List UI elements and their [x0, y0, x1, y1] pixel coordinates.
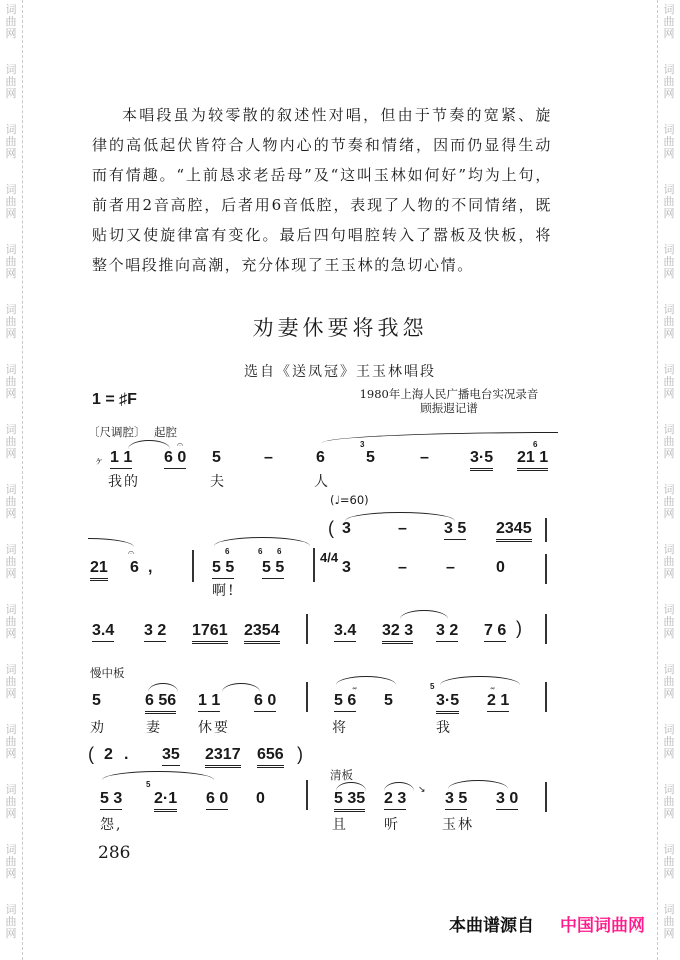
- note-group: 5 5: [262, 559, 284, 579]
- grace-note: 6: [277, 547, 282, 556]
- bar-line: [313, 548, 315, 582]
- watermark-text: 词 曲 网: [5, 243, 17, 280]
- bar-line: [545, 782, 547, 812]
- key-signature: 1 = ♯F: [92, 391, 137, 408]
- note-group: 21 1: [517, 449, 548, 471]
- watermark-text: 词 曲 网: [5, 903, 17, 940]
- note-dash: –: [264, 449, 273, 466]
- breath-mark: ヶ: [94, 456, 104, 467]
- bar-line: [545, 614, 547, 644]
- song-title: 劝妻休要将我怨: [252, 316, 428, 340]
- watermark-text: 词 曲 网: [5, 543, 17, 580]
- slur: [448, 780, 508, 789]
- breath-hook-icon: ↘: [418, 785, 426, 795]
- recording-credit: [340, 387, 558, 415]
- slur: [128, 440, 170, 449]
- note-group: 6 0: [254, 692, 276, 712]
- note: 5: [92, 692, 101, 709]
- watermark-text: 词 曲 网: [663, 543, 675, 580]
- grace-note: 6: [258, 547, 263, 556]
- accomp-note-group: 656: [257, 746, 284, 768]
- grace-note: 3: [360, 440, 365, 449]
- start-label: 起腔: [154, 425, 177, 439]
- watermark-text: 词 曲 网: [5, 183, 17, 220]
- watermark-text: 词 曲 网: [5, 63, 17, 100]
- grace-note: 6: [225, 547, 230, 556]
- note-dash: –: [446, 559, 455, 576]
- note: 5: [384, 692, 393, 709]
- watermark-text: 词 曲 网: [663, 183, 675, 220]
- note-group: 6 0: [164, 449, 186, 469]
- slur: [440, 676, 520, 685]
- slur: [102, 771, 214, 780]
- note-group: 1 1: [198, 692, 220, 712]
- accomp-dot: .: [124, 746, 129, 763]
- accomp-paren-close: ): [297, 744, 303, 764]
- grace-note: 5: [430, 682, 435, 691]
- note-rest: 0: [256, 790, 265, 807]
- lyric: 妻: [146, 720, 162, 736]
- watermark-text: 词 曲 网: [5, 603, 17, 640]
- lyric: 我的: [108, 474, 140, 490]
- watermark-text: 词 曲 网: [663, 843, 675, 880]
- note-group: 2 3: [384, 790, 406, 810]
- accomp-note-group: 3 5: [444, 520, 466, 540]
- watermark-column-left: [0, 0, 23, 960]
- fermata-icon: 𝄐: [177, 438, 184, 451]
- slur: [214, 537, 310, 546]
- note-dash: –: [420, 449, 429, 466]
- lyric: 怨,: [100, 817, 123, 833]
- watermark-text: 词 曲 网: [663, 123, 675, 160]
- accomp-note-group: 2345: [496, 520, 532, 542]
- accomp-dash: –: [398, 520, 407, 537]
- lyric: 啊!: [212, 583, 236, 599]
- watermark-text: 词 曲 网: [663, 783, 675, 820]
- note: 3: [342, 559, 351, 576]
- note-group: 7 6: [484, 622, 506, 642]
- commentary-paragraph: [92, 100, 552, 280]
- accomp-paren-close: ): [516, 618, 522, 638]
- note-group: 21: [90, 559, 108, 581]
- tempo-marking: (♩=60): [330, 493, 369, 507]
- watermark-text: 词 曲 网: [663, 303, 675, 340]
- lyric: 夫: [210, 474, 226, 490]
- note-group: 3 5: [445, 790, 467, 810]
- note-group: 6 0: [206, 790, 228, 810]
- watermark-text: 词 曲 网: [5, 3, 17, 40]
- note-group: 3·5: [436, 692, 459, 714]
- grace-note: 6: [533, 440, 538, 449]
- note-group: 3.4: [334, 622, 356, 642]
- bar-line: [192, 550, 194, 582]
- watermark-text: 词 曲 网: [5, 483, 17, 520]
- note-dash: –: [398, 559, 407, 576]
- lyric: 听: [384, 817, 400, 833]
- note-group: 3 2: [144, 622, 166, 642]
- bar-line: [306, 682, 308, 712]
- accomp-paren-open: (: [328, 518, 334, 538]
- commentary-text: 本唱段虽为较零散的叙述性对唱，但由于节奏的宽紧、旋律的高低起伏皆符合人物内心的节奏和情绪，因而仍显得生动而有情趣。“上前恳求老岳母”及“这叫玉林如何好”均为上句，前者用2音高腔，后者用6音低腔，表现了人物的不同情绪，既贴切又使旋律富有变化。最后四句唱腔转入了嚣板及快板，将整个唱段推向高潮，充分体现了王玉林的急切心情。: [92, 106, 552, 274]
- note-group: 1 1: [110, 449, 132, 469]
- note-group: 5 5: [212, 559, 234, 579]
- note-group: 5 35: [334, 790, 365, 812]
- watermark-column-right: [657, 0, 680, 960]
- accomp-paren-open: (: [88, 744, 94, 764]
- watermark-text: 词 曲 网: [663, 63, 675, 100]
- note-group: 6 56: [145, 692, 176, 714]
- watermark-text: 词 曲 网: [663, 903, 675, 940]
- lyric: 将: [332, 720, 348, 736]
- watermark-text: 词 曲 网: [5, 723, 17, 760]
- credit-line-1: 1980年上海人民广播电台实况录音: [359, 387, 539, 401]
- watermark-text: 词 曲 网: [5, 663, 17, 700]
- grace-note: 5: [146, 780, 151, 789]
- fermata-icon: 𝄐: [128, 546, 135, 559]
- lyric: 且: [332, 817, 348, 833]
- accomp-note: 2: [104, 746, 113, 763]
- note-group: 3 2: [436, 622, 458, 642]
- watermark-text: 词 曲 网: [663, 603, 675, 640]
- note-group: 2354: [244, 622, 280, 644]
- lyric: 玉林: [442, 817, 474, 833]
- mode-label: 〔尺调腔〕: [88, 425, 146, 439]
- slur: [148, 683, 178, 692]
- note-group: 1761: [192, 622, 228, 644]
- page-number: 286: [98, 843, 131, 863]
- watermark-text: 词 曲 网: [5, 123, 17, 160]
- lyric: 人: [314, 474, 330, 490]
- slur: [322, 432, 558, 443]
- source-site-link[interactable]: 中国词曲网: [560, 916, 645, 936]
- slur: [400, 610, 448, 619]
- slur: [222, 683, 260, 692]
- watermark-text: 词 曲 网: [5, 783, 17, 820]
- ornament-mark: 𝆗: [490, 683, 495, 692]
- song-subtitle: 选自《送凤冠》王玉林唱段: [244, 364, 436, 380]
- watermark-text: 词 曲 网: [663, 3, 675, 40]
- lyric: 休要: [198, 720, 230, 736]
- watermark-text: 词 曲 网: [5, 423, 17, 460]
- note: 6: [130, 559, 139, 576]
- watermark-text: 词 曲 网: [663, 243, 675, 280]
- slur: [336, 676, 396, 685]
- accomp-note-group: 35: [162, 746, 180, 766]
- tempo-label: 慢中板: [90, 666, 125, 680]
- breath-comma: ,: [148, 559, 153, 576]
- watermark-text: 词 曲 网: [663, 423, 675, 460]
- watermark-text: 词 曲 网: [663, 723, 675, 760]
- ornament-mark: 𝆗: [352, 683, 357, 692]
- watermark-text: 词 曲 网: [5, 363, 17, 400]
- source-label: 本曲谱源自: [449, 916, 534, 936]
- note-group: 32 3: [382, 622, 413, 644]
- note-group: 5 6: [334, 692, 356, 712]
- note-group: 2 1: [487, 692, 509, 712]
- watermark-text: 词 曲 网: [663, 363, 675, 400]
- watermark-text: 词 曲 网: [5, 843, 17, 880]
- bar-line: [306, 614, 308, 644]
- note-rest: 0: [496, 559, 505, 576]
- lyric: 我: [436, 720, 452, 736]
- watermark-text: 词 曲 网: [663, 663, 675, 700]
- tempo-label: 清板: [330, 768, 353, 782]
- credit-line-2: 顾振遐记谱: [420, 401, 478, 415]
- bar-line: [545, 682, 547, 712]
- note-group: 2·1: [154, 790, 177, 812]
- note-group: 3·5: [470, 449, 493, 471]
- bar-line: [545, 554, 547, 584]
- accomp-note: 3: [342, 520, 351, 537]
- bar-line: [306, 780, 308, 810]
- note: 5: [366, 449, 375, 466]
- watermark-text: 词 曲 网: [663, 483, 675, 520]
- note-group: 5 3: [100, 790, 122, 810]
- lyric: 劝: [90, 720, 106, 736]
- time-signature: 4/4: [320, 550, 339, 565]
- watermark-text: 词 曲 网: [5, 303, 17, 340]
- note-group: 3.4: [92, 622, 114, 642]
- note: 5: [212, 449, 221, 466]
- accomp-note-group: 2317: [205, 746, 241, 768]
- note: 6: [316, 449, 325, 466]
- note-group: 3 0: [496, 790, 518, 810]
- bar-line: [545, 518, 547, 542]
